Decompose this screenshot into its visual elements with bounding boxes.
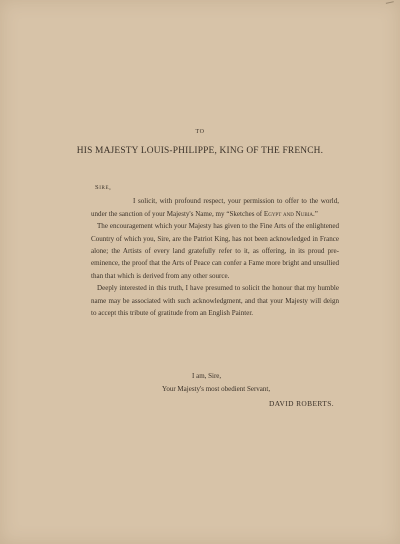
- signature: DAVID ROBERTS.: [269, 399, 334, 408]
- page-corner-mark: [386, 1, 394, 6]
- paragraph-3: Deeply interested in this truth, I have presumed to solicit the honour that my humble name may be associated with such acknowledgment, and that your Majesty will deign to accept this tribute of gratitude from an English Painter.: [91, 284, 339, 318]
- paragraph-1-title: Egypt and Nubia: [263, 209, 313, 218]
- heading-to: TO: [195, 129, 205, 135]
- closing-line-2: Your Majesty's most obedient Servant,: [162, 385, 271, 393]
- letter-body: [91, 182, 339, 319]
- paragraph-1: [91, 195, 339, 220]
- closing-line-1: I am, Sire,: [192, 372, 222, 380]
- dedicatee-heading: HIS MAJESTY LOUIS-PHILIPPE, KING OF THE FRENCH.: [76, 146, 324, 156]
- paragraph-1-end: .”: [312, 209, 318, 218]
- paragraph-1-text: I solicit, with profound respect, your permission to offer to the world, under the sanction of your Majesty's Name, my “Sketches of: [91, 197, 339, 218]
- paragraph-2: The encouragement which your Majesty has given to the Fine Arts of the enlightened Country of which you, Sire, are the Patriot King, has not been acknowledged in France alone; the Artists of every land gratefully refer to it, as offering, in its proud pre-eminence, the proof that the Arts of Peace can confer a Fame more bright and unsullied than that which is derived from any other source.: [91, 222, 339, 280]
- salutation: Sire,: [95, 184, 112, 191]
